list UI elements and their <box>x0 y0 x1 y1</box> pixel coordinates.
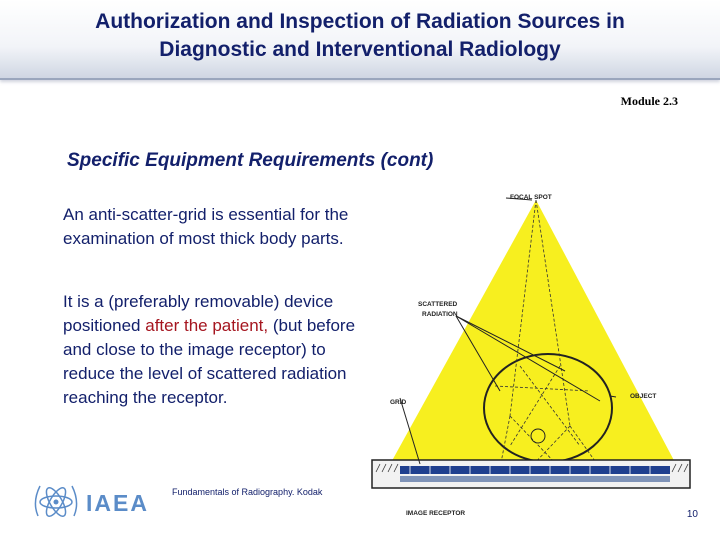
anti-scatter-grid-diagram <box>360 186 720 540</box>
paragraph-essential: An anti-scatter-grid is essential for the examination of most thick body parts. <box>63 205 349 248</box>
section-subtitle: Specific Equipment Requirements (cont) <box>67 150 434 171</box>
slide-title <box>20 8 700 64</box>
source-credit: Fundamentals of Radiography. Kodak <box>172 487 323 497</box>
title-line-1: Authorization and Inspection of Radiation Sources in <box>95 10 625 33</box>
label-focal-spot: FOCAL SPOT <box>510 194 552 201</box>
label-object: OBJECT <box>630 393 657 400</box>
slide-header <box>0 0 720 80</box>
label-scattered-1: SCATTERED <box>418 301 458 308</box>
label-grid: GRID <box>390 399 407 406</box>
paragraph-highlight: after the patient, <box>145 316 269 335</box>
image-receptor-plate <box>400 476 670 482</box>
module-label: Module 2.3 <box>620 94 678 108</box>
paragraph-grid-description <box>63 290 363 410</box>
iaea-logo-text: IAEA <box>86 490 149 516</box>
paragraph-text-start: It is a (preferably removable) device positioned <box>63 292 334 335</box>
grid <box>400 466 670 474</box>
label-scattered-2: RADIATION <box>422 311 458 318</box>
title-line-2: Diagnostic and Interventional Radiology <box>159 38 561 61</box>
paragraph-text-end: (but before and close to the image receptor) to reduce the level of scattered radiation reaching the receptor. <box>63 316 356 407</box>
xray-beam <box>388 200 678 468</box>
page-number: 10 <box>686 509 698 520</box>
label-image-receptor: IMAGE RECEPTOR <box>406 510 466 517</box>
